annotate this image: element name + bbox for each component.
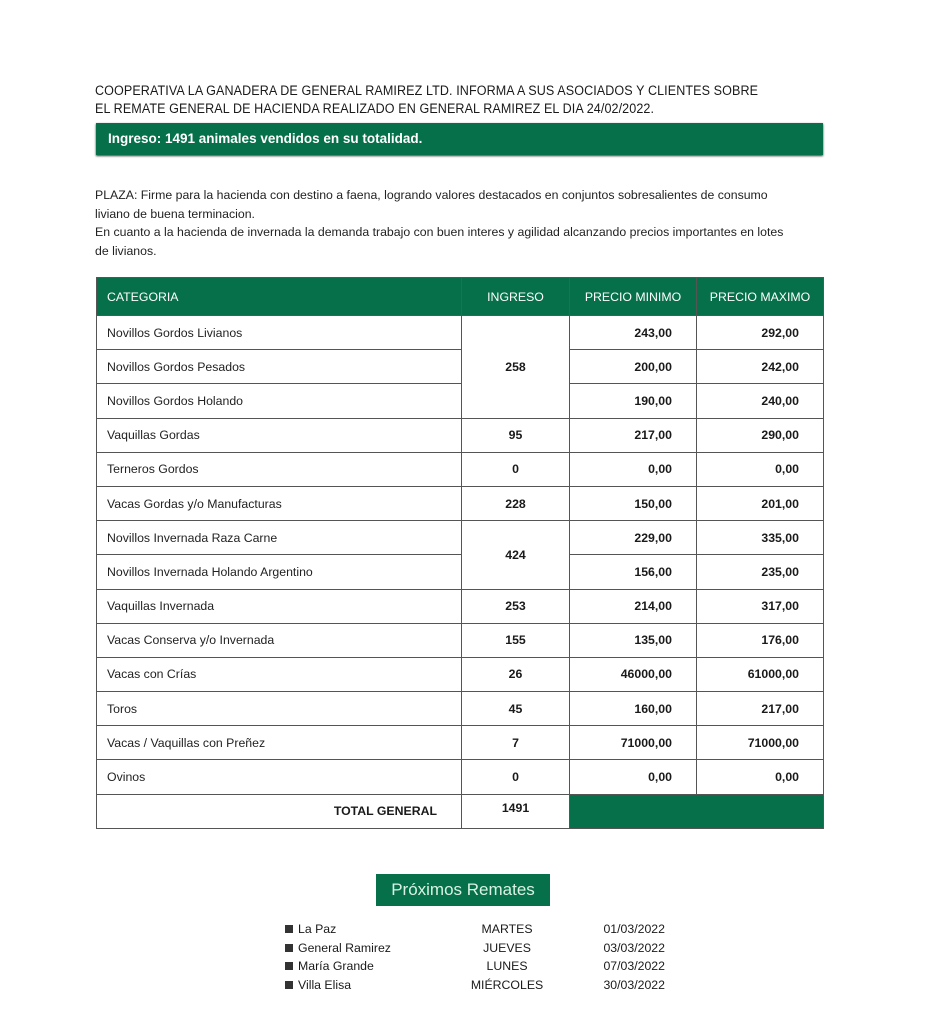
- list-item: [285, 976, 665, 995]
- row-max: 71000,00: [697, 726, 824, 760]
- row-max: 290,00: [697, 418, 824, 452]
- row-max: 0,00: [697, 760, 824, 794]
- row-ingreso: 424: [462, 521, 570, 589]
- remate-place: General Ramirez: [298, 940, 391, 955]
- list-item: [285, 957, 665, 976]
- remate-place: La Paz: [298, 922, 337, 936]
- row-min: 150,00: [570, 486, 697, 520]
- row-min: 0,00: [570, 452, 697, 486]
- table-row: [97, 555, 824, 589]
- plaza-paragraph-2: En cuanto a la hacienda de invernada la demanda trabajo con buen interes y agilidad alcanzando precios importantes en lotes de livianos.: [95, 225, 784, 258]
- table-row: [97, 350, 824, 384]
- row-categoria: Vacas con Crías: [97, 657, 462, 691]
- row-categoria: Vaquillas Gordas: [97, 418, 462, 452]
- row-min: 214,00: [570, 589, 697, 623]
- row-min: 46000,00: [570, 657, 697, 691]
- remate-day: LUNES: [486, 959, 528, 973]
- row-ingreso: 0: [462, 760, 570, 794]
- proximos-remates-title: Próximos Remates: [376, 874, 550, 906]
- row-max: 61000,00: [697, 657, 824, 691]
- square-bullet-icon: [285, 962, 293, 970]
- table-row: [97, 760, 824, 794]
- total-value: 1491: [462, 794, 570, 828]
- row-categoria: Terneros Gordos: [97, 452, 462, 486]
- total-label: TOTAL GENERAL: [97, 794, 462, 828]
- row-min: 229,00: [570, 521, 697, 555]
- table-row: [97, 486, 824, 520]
- row-categoria: Vaquillas Invernada: [97, 589, 462, 623]
- row-categoria: Ovinos: [97, 760, 462, 794]
- row-categoria: Toros: [97, 692, 462, 726]
- remate-date: 30/03/2022: [603, 977, 665, 992]
- table-row: [97, 521, 824, 555]
- ingreso-banner: Ingreso: 1491 animales vendidos en su totalidad.: [96, 123, 823, 155]
- row-max: 176,00: [697, 623, 824, 657]
- row-min: 135,00: [570, 623, 697, 657]
- row-categoria: Novillos Invernada Raza Carne: [97, 521, 462, 555]
- header-precio-maximo: PRECIO MAXIMO: [697, 278, 824, 316]
- prices-table: [96, 277, 824, 829]
- remate-place: María Grande: [298, 959, 374, 973]
- table-row: [97, 384, 824, 418]
- row-min: 200,00: [570, 350, 697, 384]
- row-categoria: Vacas / Vaquillas con Preñez: [97, 726, 462, 760]
- row-ingreso: 45: [462, 692, 570, 726]
- row-ingreso: 253: [462, 589, 570, 623]
- row-ingreso: 258: [462, 316, 570, 419]
- table-row: [97, 657, 824, 691]
- row-max: 335,00: [697, 521, 824, 555]
- row-max: 201,00: [697, 486, 824, 520]
- remate-date: 01/03/2022: [603, 922, 665, 936]
- row-min: 156,00: [570, 555, 697, 589]
- remate-place: Villa Elisa: [298, 977, 352, 992]
- report-header: [95, 82, 783, 118]
- table-row: [97, 418, 824, 452]
- row-min: 243,00: [570, 316, 697, 350]
- remate-day: MIÉRCOLES: [470, 977, 544, 992]
- table-row: [97, 452, 824, 486]
- row-min: 71000,00: [570, 726, 697, 760]
- row-categoria: Novillos Invernada Holando Argentino: [97, 555, 462, 589]
- remate-date: 03/03/2022: [603, 940, 665, 955]
- header-precio-minimo: PRECIO MINIMO: [570, 278, 697, 316]
- table-row: [97, 589, 824, 623]
- row-max: 292,00: [697, 316, 824, 350]
- row-ingreso: 0: [462, 452, 570, 486]
- table-row: [97, 726, 824, 760]
- row-max: 240,00: [697, 384, 824, 418]
- table-header-row: [97, 278, 824, 316]
- row-categoria: Novillos Gordos Livianos: [97, 316, 462, 350]
- proximos-remates-list: [285, 920, 665, 994]
- row-ingreso: 26: [462, 657, 570, 691]
- row-min: 217,00: [570, 418, 697, 452]
- row-max: 317,00: [697, 589, 824, 623]
- square-bullet-icon: [285, 944, 293, 952]
- row-ingreso: 95: [462, 418, 570, 452]
- row-categoria: Vacas Conserva y/o Invernada: [97, 623, 462, 657]
- row-min: 160,00: [570, 692, 697, 726]
- row-max: 242,00: [697, 350, 824, 384]
- row-categoria: Novillos Gordos Pesados: [97, 350, 462, 384]
- row-max: 217,00: [697, 692, 824, 726]
- remate-day: MARTES: [481, 922, 533, 936]
- square-bullet-icon: [285, 981, 293, 989]
- list-item: [285, 920, 665, 939]
- row-max: 0,00: [697, 452, 824, 486]
- remate-day: JUEVES: [483, 940, 531, 955]
- table-row: [97, 623, 824, 657]
- row-ingreso: 155: [462, 623, 570, 657]
- row-min: 190,00: [570, 384, 697, 418]
- row-categoria: Novillos Gordos Holando: [97, 384, 462, 418]
- total-row: [97, 794, 824, 828]
- plaza-paragraph-1: PLAZA: Firme para la hacienda con destino a faena, logrando valores destacados en conjuntos sobresalientes de consumo liviano de buena terminacion.: [95, 188, 768, 221]
- row-min: 0,00: [570, 760, 697, 794]
- header-line-2: EL REMATE GENERAL DE HACIENDA REALIZADO EN GENERAL RAMIREZ EL DIA 24/02/2022.: [95, 101, 655, 116]
- header-line-1: COOPERATIVA LA GANADERA DE GENERAL RAMIREZ LTD. INFORMA A SUS ASOCIADOS Y CLIENTES SOBRE: [95, 83, 759, 98]
- square-bullet-icon: [285, 925, 293, 933]
- plaza-commentary: [95, 186, 855, 260]
- table-row: [97, 692, 824, 726]
- header-categoria: CATEGORIA: [97, 278, 462, 316]
- list-item: [285, 939, 665, 958]
- row-max: 235,00: [697, 555, 824, 589]
- table-row: [97, 316, 824, 350]
- header-ingreso: INGRESO: [462, 278, 570, 316]
- remate-date: 07/03/2022: [603, 959, 665, 973]
- row-categoria: Vacas Gordas y/o Manufacturas: [97, 486, 462, 520]
- row-ingreso: 228: [462, 486, 570, 520]
- total-fill-block: [570, 794, 824, 828]
- row-ingreso: 7: [462, 726, 570, 760]
